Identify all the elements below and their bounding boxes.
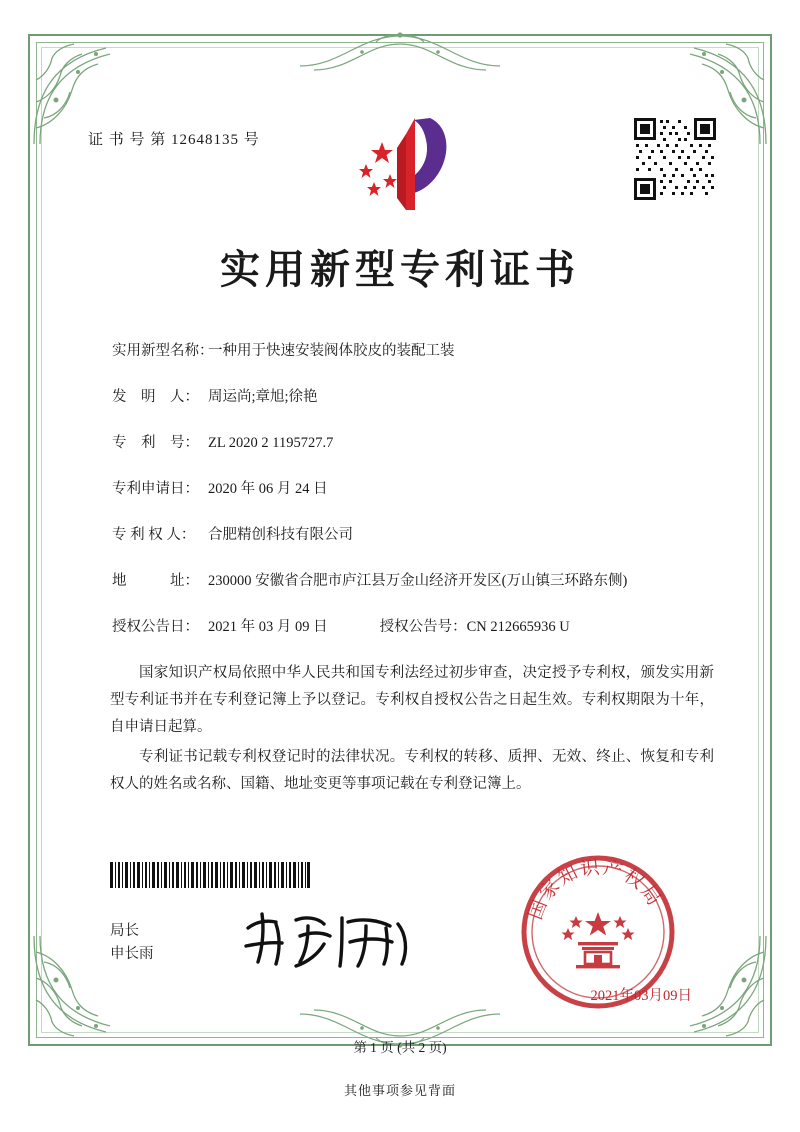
certificate-number: 证 书 号 第 12648135 号	[88, 132, 260, 148]
field-address	[112, 570, 712, 594]
field-label: 发 明 人：	[112, 388, 199, 405]
seal-date: 2021年03月09日	[590, 988, 692, 1004]
field-value: 合肥精创科技有限公司	[208, 526, 353, 543]
field-inventor	[112, 386, 712, 410]
page-title: 实用新型专利证书	[220, 246, 580, 293]
signature-labels	[110, 920, 154, 966]
footer-note: 其他事项参见背面	[343, 1083, 456, 1098]
field-patent-number	[112, 432, 712, 456]
body-text	[110, 660, 714, 802]
grant-date-label: 授权公告日：	[112, 618, 199, 635]
field-label: 实用新型名称：	[112, 343, 214, 359]
field-grant-publication	[112, 616, 712, 640]
grant-number-label: 授权公告号：	[379, 618, 467, 635]
patent-office-logo-icon	[352, 112, 462, 216]
field-value: 230000 安徽省合肥市庐江县万金山经济开发区(万山镇三环路东侧)	[208, 572, 628, 589]
fields-section	[112, 340, 712, 661]
field-label: 专利申请日：	[112, 480, 199, 497]
grant-number-value: CN 212665936 U	[466, 618, 570, 635]
field-label: 专 利 权 人：	[112, 526, 196, 543]
field-value: 周运尚;章旭;徐艳	[208, 388, 318, 405]
field-value: 一种用于快速安装阀体胶皮的装配工装	[208, 343, 455, 359]
field-patentee	[112, 524, 712, 548]
grant-date-value: 2021 年 03 月 09 日	[208, 618, 328, 635]
top-flourish-icon	[290, 26, 510, 74]
paragraph-2: 专利证书记载专利权登记时的法律状况。专利权的转移、质押、无效、终止、恢复和专利权人的姓名或名称、国籍、地址变更等事项记载在专利登记簿上。	[110, 749, 714, 793]
paragraph-1: 国家知识产权局依照中华人民共和国专利法经过初步审查，决定授予专利权，颁发实用新型专利证书并在专利登记簿上予以登记。专利权自授权公告之日起生效。专利权期限为十年，自申请日起算。	[110, 665, 714, 735]
field-value: 2020 年 06 月 24 日	[208, 480, 328, 497]
field-label: 地 址：	[112, 572, 199, 589]
barcode	[110, 862, 310, 888]
field-value: ZL 2020 2 1195727.7	[208, 434, 334, 451]
field-utility-model-name	[112, 340, 712, 364]
field-application-date	[112, 478, 712, 502]
director-name-label: 申长雨	[110, 946, 154, 963]
handwritten-signature-icon	[238, 906, 418, 972]
page-number: 第 1 页 (共 2 页)	[353, 1040, 447, 1055]
director-title-label: 局长	[110, 923, 139, 939]
field-label: 专 利 号：	[112, 434, 199, 451]
qr-code-icon	[632, 116, 718, 202]
svg-text:国家知识产权局: 国家知识产权局	[524, 856, 667, 923]
